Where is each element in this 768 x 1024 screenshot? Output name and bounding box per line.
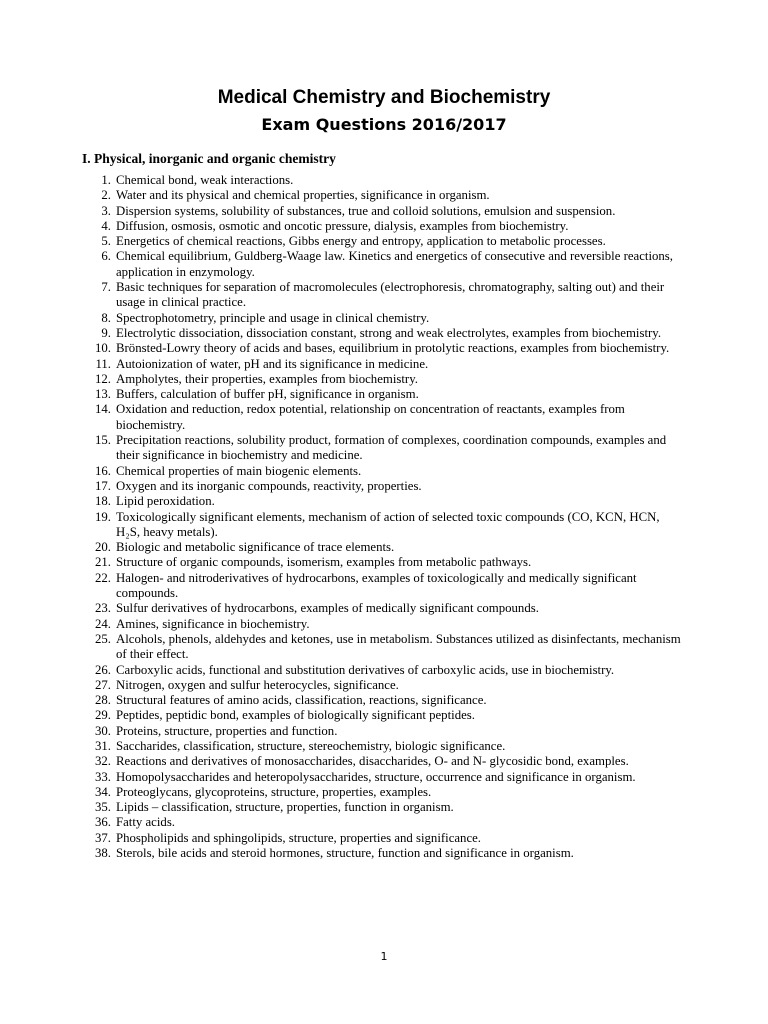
question-item: [0, 663, 686, 678]
question-number: 15.: [95, 433, 111, 448]
question-number: 23.: [95, 601, 111, 616]
question-item: [0, 479, 686, 494]
question-text: Ampholytes, their properties, examples from biochemistry.: [116, 371, 418, 386]
question-text: Homopolysaccharides and heteropolysaccharides, structure, occurrence and significance in organism.: [116, 769, 636, 784]
question-text: Structure of organic compounds, isomerism, examples from metabolic pathways.: [116, 555, 532, 570]
question-text: Brönsted-Lowry theory of acids and bases, equilibrium in protolytic reactions, examples from biochemistry.: [116, 341, 670, 356]
question-number: 28.: [95, 693, 111, 708]
question-item: [0, 204, 686, 219]
question-number: 27.: [95, 677, 111, 692]
question-item: [0, 464, 686, 479]
question-number: 31.: [95, 738, 111, 753]
question-number: 16.: [95, 463, 111, 478]
question-text: Proteoglycans, glycoproteins, structure, properties, examples.: [116, 784, 432, 799]
question-number: 14.: [95, 402, 111, 417]
question-item: [0, 555, 686, 570]
section-heading: I. Physical, inorganic and organic chemistry: [82, 151, 336, 166]
question-text: Precipitation reactions, solubility product, formation of complexes, coordination compounds, examples and their significance in biochemistry and medicine.: [116, 433, 667, 463]
question-item: [0, 540, 686, 555]
question-item: [0, 785, 686, 800]
question-item: [0, 770, 686, 785]
question-text: Structural features of amino acids, classification, reactions, significance.: [116, 693, 487, 708]
question-item: [0, 402, 686, 433]
question-text: Dispersion systems, solubility of substances, true and colloid solutions, emulsion and suspension.: [116, 203, 616, 218]
question-item: [0, 188, 686, 203]
question-item: [0, 601, 686, 616]
question-number: 2.: [101, 188, 111, 203]
question-item: [0, 219, 686, 234]
document-title: Medical Chemistry and Biochemistry: [217, 87, 551, 108]
question-number: 34.: [95, 784, 111, 799]
question-item: [0, 754, 686, 769]
question-number: 19.: [95, 509, 111, 524]
question-item: [0, 724, 686, 739]
question-number: 3.: [101, 203, 111, 218]
question-number: 24.: [95, 616, 111, 631]
question-text: Peptides, peptidic bond, examples of biologically significant peptides.: [116, 708, 475, 723]
question-text: Sulfur derivatives of hydrocarbons, examples of medically significant compounds.: [116, 601, 539, 616]
question-text: Chemical bond, weak interactions.: [116, 173, 294, 187]
question-number: 21.: [95, 555, 111, 570]
question-number: 20.: [95, 540, 111, 555]
question-number: 18.: [95, 494, 111, 509]
question-number: 9.: [101, 325, 111, 340]
question-text: Buffers, calculation of buffer pH, significance in organism.: [116, 387, 419, 402]
question-text: Saccharides, classification, structure, stereochemistry, biologic significance.: [116, 738, 506, 753]
question-number: 1.: [101, 173, 111, 187]
question-number: 17.: [95, 478, 111, 493]
question-number: 22.: [95, 570, 111, 585]
question-text: Chemical properties of main biogenic elements.: [116, 463, 362, 478]
question-item: [0, 311, 686, 326]
question-item: [0, 815, 686, 830]
question-item: [0, 387, 686, 402]
question-item: [0, 510, 686, 541]
question-item: [0, 693, 686, 708]
question-item: [0, 280, 686, 311]
question-item: [0, 173, 686, 188]
question-number: 33.: [95, 769, 111, 784]
question-number: 35.: [95, 800, 111, 815]
question-number: 13.: [95, 387, 111, 402]
question-number: 5.: [101, 234, 111, 249]
question-number: 30.: [95, 723, 111, 738]
question-text: Electrolytic dissociation, dissociation constant, strong and weak electrolytes, examples from biochemistry.: [116, 325, 662, 340]
question-number: 4.: [101, 218, 111, 233]
question-item: [0, 249, 686, 280]
question-text: Halogen- and nitroderivatives of hydrocarbons, examples of toxicologically and medically significant compounds.: [116, 570, 637, 601]
question-number: 32.: [95, 754, 111, 769]
question-list: [0, 173, 768, 861]
question-text: Diffusion, osmosis, osmotic and oncotic pressure, dialysis, examples from biochemistry.: [116, 218, 569, 233]
question-number: 25.: [95, 631, 111, 646]
question-text: Reactions and derivatives of monosaccharides, disaccharides, O- and N- glycosidic bond, examples.: [116, 754, 629, 769]
question-text: Amines, significance in biochemistry.: [116, 616, 310, 631]
document-subtitle: Exam Questions 2016/2017: [261, 115, 507, 134]
question-item: [0, 739, 686, 754]
question-item: [0, 234, 686, 249]
question-item: [0, 494, 686, 509]
question-number: 37.: [95, 830, 111, 845]
question-number: 8.: [101, 310, 111, 325]
question-text: Fatty acids.: [116, 815, 175, 830]
question-text: Spectrophotometry, principle and usage in clinical chemistry.: [116, 310, 430, 325]
question-item: [0, 571, 686, 602]
question-item: [0, 341, 686, 356]
question-item: [0, 846, 686, 861]
question-item: [0, 678, 686, 693]
question-number: 11.: [95, 356, 111, 371]
question-item: [0, 800, 686, 815]
question-text: Biologic and metabolic significance of trace elements.: [116, 540, 395, 555]
question-text: Sterols, bile acids and steroid hormones, structure, function and significance in organism.: [116, 846, 574, 861]
question-text: Lipid peroxidation.: [116, 494, 215, 509]
question-number: 12.: [95, 371, 111, 386]
question-number: 26.: [95, 662, 111, 677]
question-text: Nitrogen, oxygen and sulfur heterocycles, significance.: [116, 677, 399, 692]
question-item: [0, 357, 686, 372]
question-text: Chemical equilibrium, Guldberg-Waage law. Kinetics and energetics of consecutive and reversible reactions, application in enzymology.: [116, 249, 673, 279]
question-text: Autoionization of water, pH and its significance in medicine.: [116, 356, 429, 371]
question-text: Alcohols, phenols, aldehydes and ketones, use in metabolism. Substances utilized as disinfectants, mechanism of their effect.: [116, 631, 681, 662]
question-number: 10.: [95, 341, 111, 356]
question-item: [0, 433, 686, 464]
question-text: Toxicologically significant elements, mechanism of action of selected toxic compounds (CO, KCN, HCN, H₂S, heavy metals).: [116, 509, 660, 539]
question-text: Proteins, structure, properties and function.: [116, 723, 338, 738]
question-item: [0, 326, 686, 341]
question-text: Oxygen and its inorganic compounds, reactivity, properties.: [116, 478, 422, 493]
question-item: [0, 632, 686, 663]
question-number: 6.: [101, 249, 111, 264]
question-text: Lipids – classification, structure, properties, function in organism.: [116, 800, 454, 815]
page-number: 1: [380, 950, 388, 963]
question-text: Basic techniques for separation of macromolecules (electrophoresis, chromatography, salting out) and their usage in clinical practice.: [116, 280, 665, 310]
question-item: [0, 831, 686, 846]
question-text: Oxidation and reduction, redox potential, relationship on concentration of reactants, examples from biochemistry.: [116, 402, 625, 432]
question-item: [0, 617, 686, 632]
question-number: 7.: [101, 280, 111, 295]
question-text: Water and its physical and chemical properties, significance in organism.: [116, 188, 490, 203]
question-item: [0, 372, 686, 387]
question-number: 38.: [95, 846, 111, 861]
question-text: Phospholipids and sphingolipids, structure, properties and significance.: [116, 830, 482, 845]
question-text: Carboxylic acids, functional and substitution derivatives of carboxylic acids, use in biochemistry.: [116, 662, 615, 677]
question-number: 29.: [95, 708, 111, 723]
question-text: Energetics of chemical reactions, Gibbs energy and entropy, application to metabolic processes.: [116, 234, 606, 249]
question-item: [0, 708, 686, 723]
question-number: 36.: [95, 815, 111, 830]
